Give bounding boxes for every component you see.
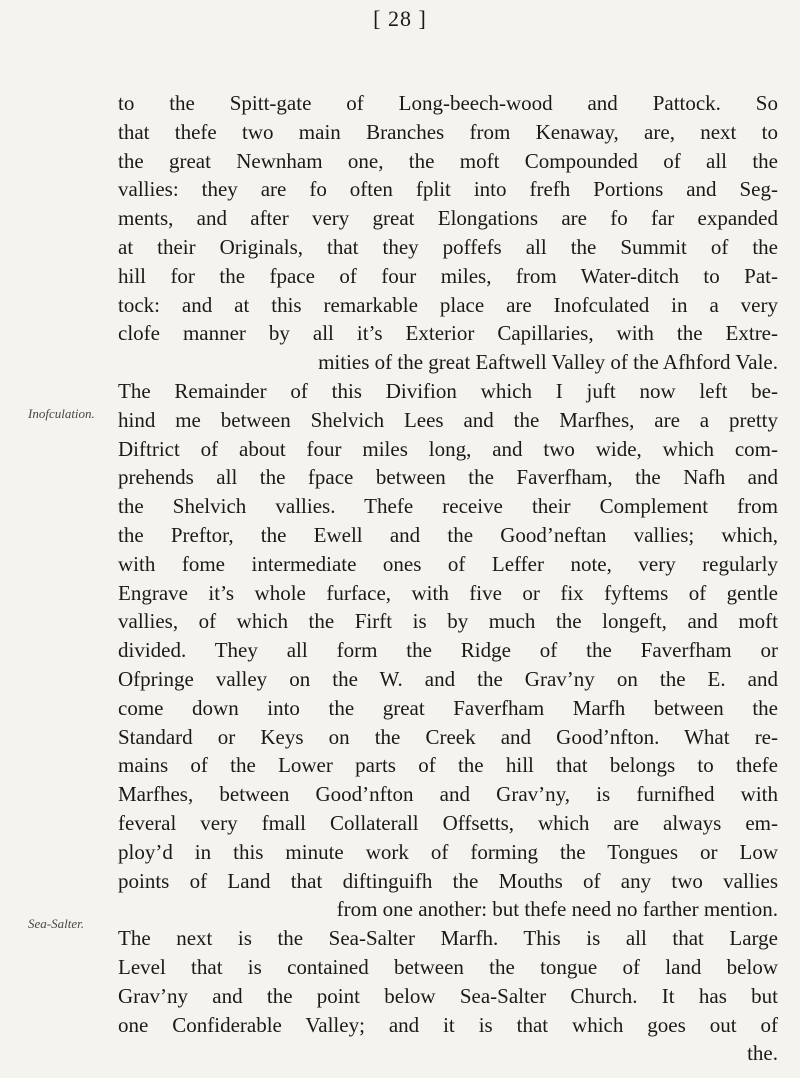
text-line: tock: and at this remarkable place are Inofculated in a very xyxy=(118,292,778,317)
text-line: prehends all the fpace between the Faverfham, the Nafh and xyxy=(118,465,778,490)
text-line: the. xyxy=(747,1041,778,1066)
text-line: Grav’ny and the point below Sea-Salter Church. It has but xyxy=(118,983,778,1008)
text-line: divided. They all form the Ridge of the Faverfham or xyxy=(118,638,778,663)
text-line: vallies: they are fo often fplit into frefh Portions and Seg- xyxy=(118,177,778,202)
text-line: the great Newnham one, the moft Compounded of all the xyxy=(118,148,778,173)
text-line: with fome intermediate ones of Leffer note, very regularly xyxy=(118,551,778,576)
text-line: hind me between Shelvich Lees and the Marfhes, are a pretty xyxy=(118,407,778,432)
page-number: [ 28 ] xyxy=(373,6,427,31)
text-line: clofe manner by all it’s Exterior Capillaries, with the Extre- xyxy=(118,321,778,346)
text-line: vallies, of which the Firft is by much the longeft, and moft xyxy=(118,609,778,634)
text-line: ploy’d in this minute work of forming the Tongues or Low xyxy=(118,839,778,864)
text-line: the Preftor, the Ewell and the Good’neftan vallies; which, xyxy=(118,522,778,547)
text-line: the Shelvich vallies. Thefe receive their Complement from xyxy=(118,494,778,519)
text-line: Diftrict of about four miles long, and two wide, which com- xyxy=(118,436,778,461)
text-line: Ofpringe valley on the W. and the Grav’ny on the E. and xyxy=(118,666,778,691)
text-line: mities of the great Eaftwell Valley of the Afhford Vale. xyxy=(318,350,778,375)
text-line: come down into the great Faverfham Marfh between the xyxy=(118,695,778,720)
text-line: one Confiderable Valley; and it is that which goes out of xyxy=(118,1012,778,1037)
text-line: Standard or Keys on the Creek and Good’nfton. What re- xyxy=(118,724,778,749)
text-line: to the Spitt-gate of Long-beech-wood and Pattock. So xyxy=(118,91,778,115)
text-line: that thefe two main Branches from Kenaway, are, next to xyxy=(118,119,778,144)
text-line: Engrave it’s whole furface, with five or fix fyftems of gentle xyxy=(118,580,778,605)
text-line: at their Originals, that they poffefs all the Summit of the xyxy=(118,234,778,259)
text-line: mains of the Lower parts of the hill that belongs to thefe xyxy=(118,753,778,778)
text-line: ments, and after very great Elongations are fo far expanded xyxy=(118,206,778,231)
margin-note-sea-salter: Sea-Salter. xyxy=(28,916,84,931)
body-text xyxy=(118,89,778,1068)
text-line: Level that is contained between the tongue of land below xyxy=(118,954,778,979)
text-line: points of Land that diftinguifh the Mouths of any two vallies xyxy=(118,868,778,893)
text-line: from one another: but thefe need no farther mention. xyxy=(336,897,778,922)
text-line: hill for the fpace of four miles, from Water-ditch to Pat- xyxy=(118,263,778,288)
text-line: The next is the Sea-Salter Marfh. This is all that Large xyxy=(118,926,778,951)
margin-note-inosculation: Inofculation. xyxy=(28,406,95,421)
text-line: The Remainder of this Divifion which I juft now left be- xyxy=(118,378,778,403)
text-line: feveral very fmall Collaterall Offsetts, which are always em- xyxy=(118,810,778,835)
text-line: Marfhes, between Good’nfton and Grav’ny, is furnifhed with xyxy=(118,782,778,807)
